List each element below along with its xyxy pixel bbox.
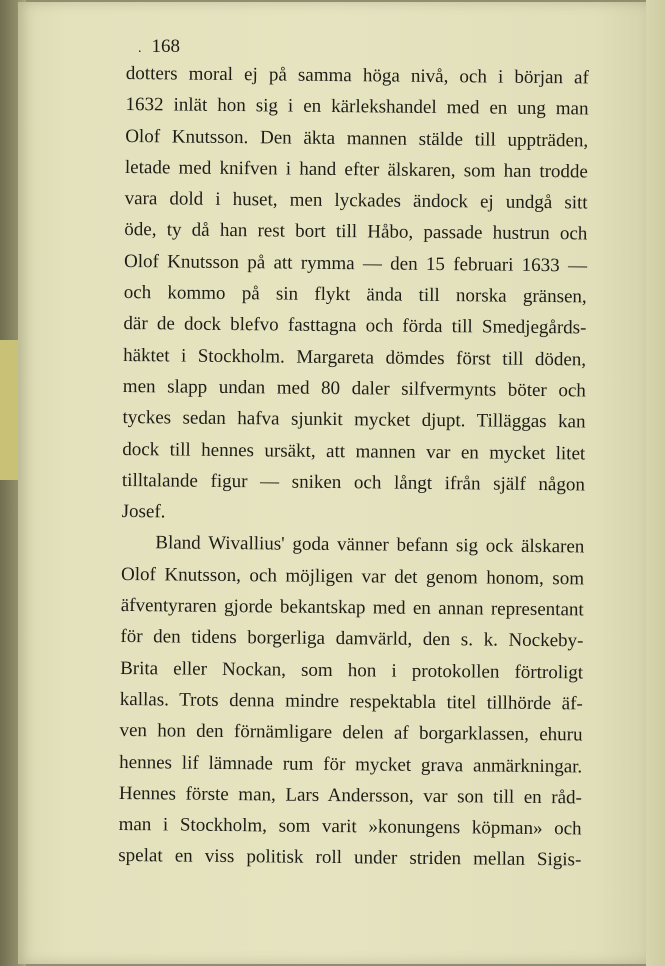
text-line: hennes lif lämnade rum för mycket grava anmärkningar. bbox=[119, 751, 583, 777]
text-line: och kommo på sin flykt ända till norska gränsen, bbox=[123, 282, 587, 308]
paragraph-start-line: Bland Wivallius' goda vänner befann sig ock älskaren bbox=[155, 532, 585, 558]
text-line: ven hon den förnämligare delen af borgarklassen, ehuru bbox=[119, 720, 583, 746]
text-line: Olof Knutsson, och möjligen var det genom honom, som bbox=[120, 563, 585, 590]
paragraph-end-line: Josef. bbox=[121, 501, 166, 523]
text-line: öde, ty då han rest bort till Håbo, passade hustrun och bbox=[124, 219, 588, 245]
text-line: 1632 inlät hon sig i en kärlekshandel med en ung man bbox=[125, 94, 589, 120]
text-line: Hennes förste man, Lars Andersson, var son till en råd- bbox=[118, 782, 583, 809]
text-line: Olof Knutsson. Den äkta mannen stälde till uppträden, bbox=[125, 125, 589, 152]
page-number-value: 168 bbox=[151, 36, 180, 57]
text-line: man i Stockholm, som varit »konungens köpman» och bbox=[118, 814, 582, 840]
page-number: . 168 bbox=[138, 36, 180, 57]
text-line: spelat en viss politisk roll under striden mellan Sigis- bbox=[118, 845, 582, 871]
text-line: dock till hennes ursäkt, att mannen var en mycket litet bbox=[122, 438, 586, 464]
book-page bbox=[18, 2, 646, 964]
text-line: äfventyraren gjorde bekantskap med en annan representant bbox=[120, 595, 584, 621]
text-line: dotters moral ej på samma höga nivå, och i början af bbox=[125, 62, 589, 89]
text-line: tyckes sedan hafva sjunkit mycket djupt. Tilläggas kan bbox=[122, 407, 586, 433]
text-line: Brita eller Nockan, som hon i protokollen förtroligt bbox=[120, 657, 584, 684]
text-line: Olof Knutsson på att rymma — den 15 februari 1633 — bbox=[123, 250, 588, 277]
text-line: häktet i Stockholm. Margareta dömdes först till döden, bbox=[123, 344, 587, 371]
text-line: men slapp undan med 80 daler silfvermynts böter och bbox=[122, 375, 586, 402]
text-line: letade med knifven i hand efter älskaren, som han trodde bbox=[124, 156, 589, 183]
text-line: tilltalande figur — sniken och långt ifrån själf någon bbox=[121, 469, 586, 496]
text-line: för den tidens borgerliga damvärld, den s. k. Nockeby- bbox=[120, 626, 584, 652]
text-line: där de dock blefvo fasttagna och förda till Smedjegårds- bbox=[123, 313, 587, 339]
page-edge bbox=[646, 0, 665, 966]
body-text bbox=[118, 58, 589, 876]
text-line: vara dold i huset, men lyckades ändock ej undgå sitt bbox=[124, 188, 588, 214]
text-line: kallas. Trots denna mindre respektabla titel tillhörde äf- bbox=[119, 688, 583, 715]
